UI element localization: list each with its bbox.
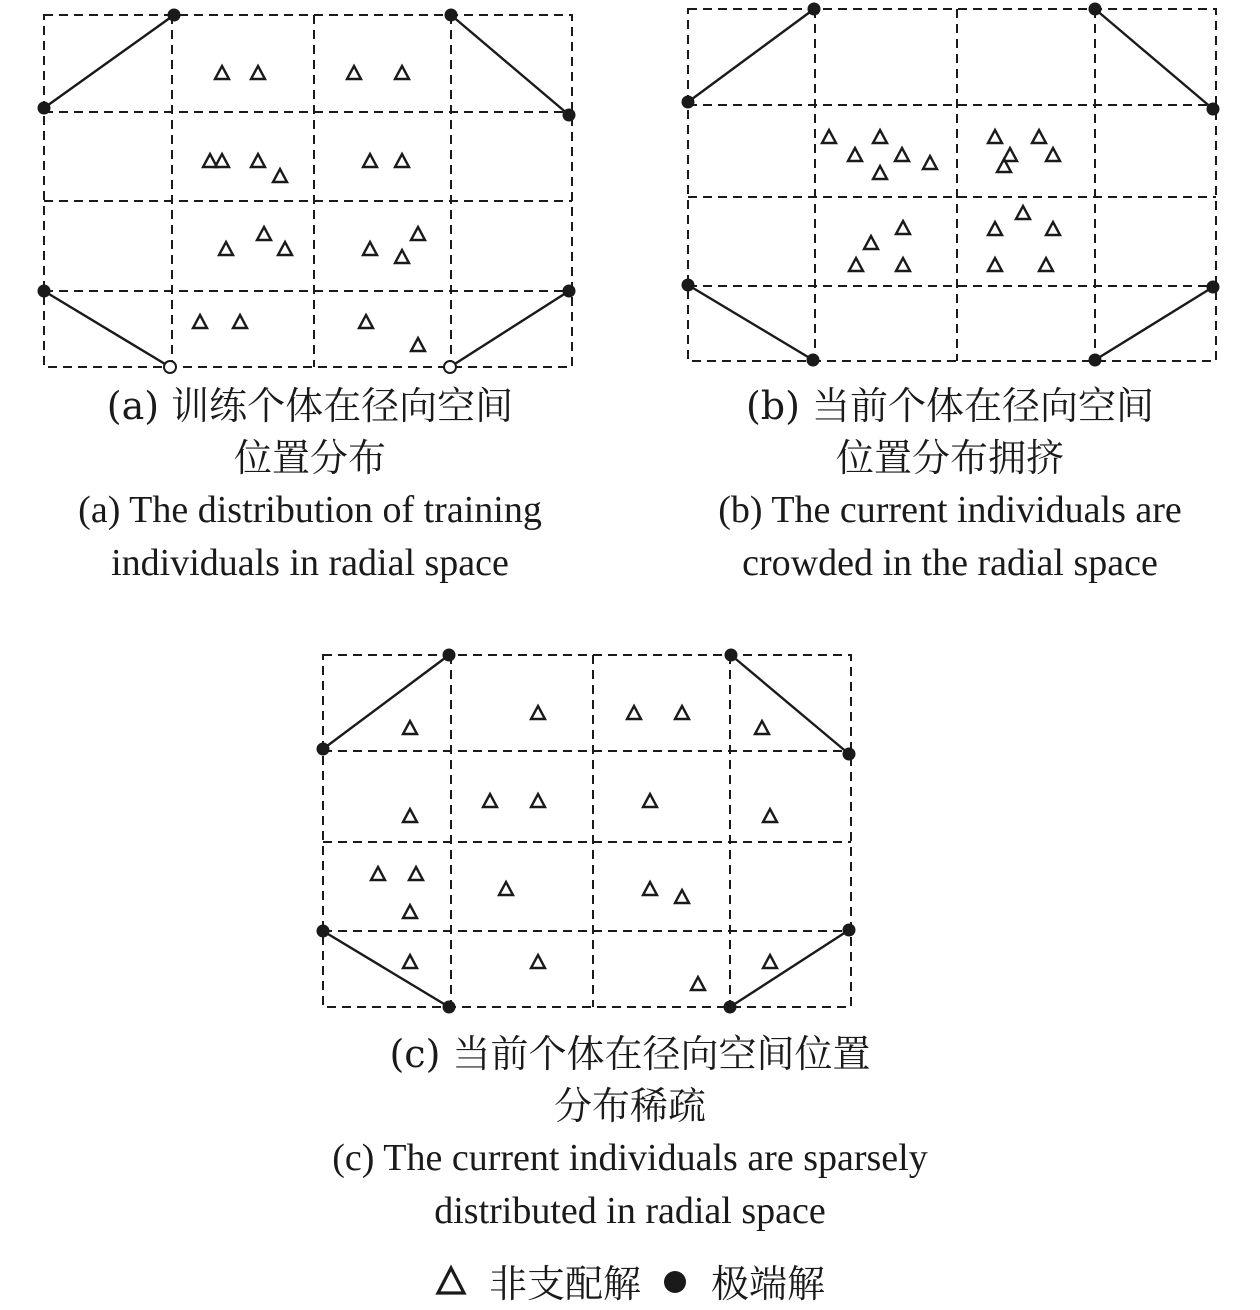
nondominated-point	[848, 148, 862, 161]
hollow-extreme-point	[164, 361, 176, 373]
nondominated-point	[531, 955, 545, 968]
nondominated-point	[411, 227, 425, 240]
panel-a-grid	[44, 15, 572, 367]
extreme-point	[807, 354, 820, 367]
panel-c-extreme-points	[317, 649, 856, 1014]
nondominated-point	[215, 154, 229, 167]
extreme-point	[317, 925, 330, 938]
extreme-point	[1207, 281, 1220, 294]
panel-b-extreme-links	[688, 9, 1213, 360]
nondominated-point	[363, 242, 377, 255]
extreme-point	[445, 9, 458, 22]
nondominated-point	[675, 706, 689, 719]
caption-a-zh-line-2: 位置分布	[233, 436, 386, 480]
caption-a	[0, 380, 620, 590]
legend	[0, 1255, 1260, 1305]
nondominated-point	[347, 66, 361, 79]
nondominated-point	[643, 882, 657, 895]
nondominated-point	[988, 258, 1002, 271]
extreme-point	[682, 279, 695, 292]
nondominated-point	[278, 242, 292, 255]
panel-c-nondominated-points	[371, 706, 777, 990]
nondominated-point	[895, 148, 909, 161]
nondominated-point	[219, 242, 233, 255]
nondominated-point	[403, 809, 417, 822]
extreme-point	[1089, 3, 1102, 16]
nondominated-point	[363, 154, 377, 167]
extreme-point	[725, 649, 738, 662]
extreme-point	[317, 743, 330, 756]
nondominated-point	[409, 867, 423, 880]
nondominated-point	[864, 236, 878, 249]
extreme-point	[443, 1001, 456, 1014]
extreme-point	[808, 3, 821, 16]
extreme-point	[1207, 103, 1220, 116]
extreme-point	[38, 102, 51, 115]
extreme-point	[563, 109, 576, 122]
caption-c-en-line-1: (c) The current individuals are sparsely	[332, 1137, 928, 1179]
panel-c-grid	[323, 655, 851, 1007]
nondominated-point	[873, 166, 887, 179]
nondominated-point	[691, 977, 705, 990]
nondominated-point	[1046, 222, 1060, 235]
extreme-point	[563, 285, 576, 298]
nondominated-point	[359, 315, 373, 328]
nondominated-point	[531, 794, 545, 807]
nondominated-point	[763, 955, 777, 968]
nondominated-point	[822, 130, 836, 143]
nondominated-point	[896, 258, 910, 271]
nondominated-point	[215, 66, 229, 79]
nondominated-point	[395, 154, 409, 167]
nondominated-point	[403, 905, 417, 918]
legend-nondominated	[435, 1253, 641, 1308]
nondominated-point	[193, 315, 207, 328]
nondominated-point	[627, 706, 641, 719]
caption-b	[640, 380, 1260, 590]
nondominated-point	[988, 222, 1002, 235]
nondominated-point	[251, 66, 265, 79]
panel-b-nondominated-points	[822, 130, 1060, 271]
nondominated-point	[675, 890, 689, 903]
nondominated-point	[896, 221, 910, 234]
extreme-point	[1089, 354, 1102, 367]
nondominated-point	[395, 66, 409, 79]
nondominated-point	[849, 258, 863, 271]
panel-a-extreme-links	[44, 15, 569, 367]
nondominated-point	[251, 154, 265, 167]
nondominated-point	[257, 227, 271, 240]
nondominated-point	[1032, 130, 1046, 143]
legend-nondominated-label: 非支配解	[488, 1261, 641, 1306]
nondominated-point	[755, 721, 769, 734]
legend-extreme	[661, 1253, 825, 1308]
nondominated-point	[483, 794, 497, 807]
caption-b-en-line-1: (b) The current individuals are	[718, 489, 1182, 531]
hollow-triangle-icon	[435, 1264, 467, 1296]
filled-dot-icon	[661, 1266, 689, 1294]
extreme-point	[843, 748, 856, 761]
caption-c-zh-line-2: 分布稀疏	[553, 1084, 706, 1128]
caption-b-zh-line-1: (b) 当前个体在径向空间	[745, 384, 1155, 428]
panel-c-diagram	[0, 640, 1260, 1020]
nondominated-point	[1016, 206, 1030, 219]
nondominated-point	[403, 955, 417, 968]
panel-a-nondominated-points	[193, 66, 425, 351]
panel-b-diagram	[630, 0, 1260, 380]
nondominated-point	[531, 706, 545, 719]
panel-b-grid	[688, 9, 1216, 361]
nondominated-point	[411, 338, 425, 351]
caption-a-en-line-2: individuals in radial space	[111, 542, 509, 584]
caption-a-en-line-1: (a) The distribution of training	[78, 489, 542, 531]
extreme-point	[682, 96, 695, 109]
caption-c-en-line-2: distributed in radial space	[434, 1190, 826, 1232]
caption-a-zh-line-1: (a) 训练个体在径向空间	[106, 384, 514, 428]
nondominated-point	[395, 250, 409, 263]
nondominated-point	[1039, 258, 1053, 271]
nondominated-point	[1046, 148, 1060, 161]
nondominated-point	[499, 882, 513, 895]
nondominated-point	[763, 809, 777, 822]
caption-c	[180, 1028, 1080, 1238]
extreme-point	[443, 649, 456, 662]
legend-extreme-label: 极端解	[711, 1261, 826, 1306]
nondominated-point	[643, 794, 657, 807]
panel-b-extreme-points	[682, 3, 1220, 367]
nondominated-point	[873, 130, 887, 143]
panel-a-diagram	[0, 0, 630, 380]
extreme-point	[724, 1001, 737, 1014]
nondominated-point	[371, 867, 385, 880]
caption-b-en-line-2: crowded in the radial space	[742, 542, 1158, 584]
nondominated-point	[923, 156, 937, 169]
nondominated-point	[233, 315, 247, 328]
extreme-point	[168, 9, 181, 22]
extreme-point	[843, 924, 856, 937]
nondominated-point	[273, 169, 287, 182]
nondominated-point	[988, 130, 1002, 143]
hollow-extreme-point	[444, 361, 456, 373]
caption-b-zh-line-2: 位置分布拥挤	[835, 436, 1064, 480]
extreme-point	[38, 285, 51, 298]
nondominated-point	[403, 721, 417, 734]
caption-c-zh-line-1: (c) 当前个体在径向空间位置	[389, 1032, 871, 1076]
